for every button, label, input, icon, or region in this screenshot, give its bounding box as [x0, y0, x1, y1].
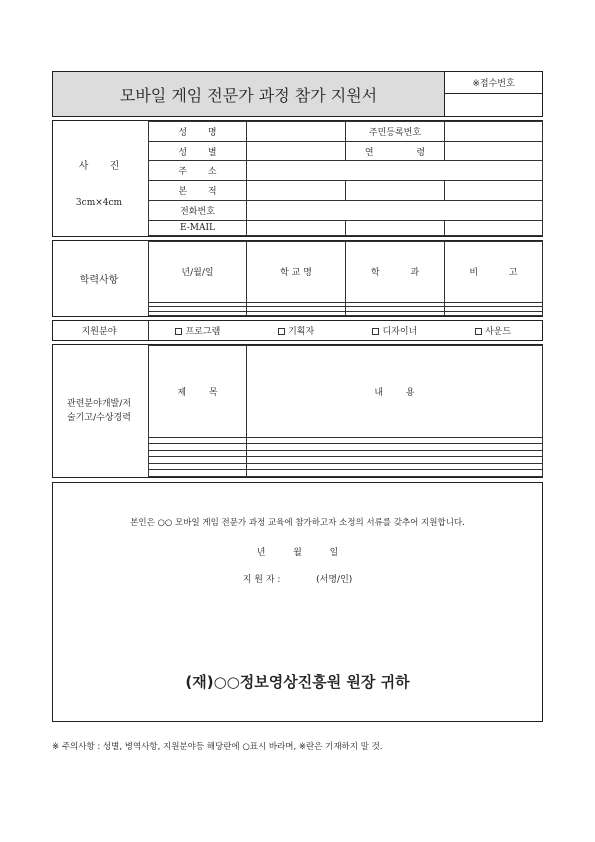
form-title: 모바일 게임 전문가 과정 참가 지원서	[53, 72, 445, 116]
table-cell[interactable]	[149, 470, 247, 477]
resident-number-label: 주민등록번호	[346, 122, 445, 142]
date-year-label: 년	[256, 548, 266, 558]
photo-size-label: 3cm×4cm	[75, 198, 123, 208]
signature-label: (서명/인)	[316, 575, 353, 585]
domicile-label: 본 적	[149, 181, 247, 201]
phone-label: 전화번호	[149, 200, 247, 220]
name-field[interactable]	[247, 122, 346, 142]
photo-area[interactable]	[53, 121, 145, 236]
education-section	[52, 240, 543, 317]
career-label-line1: 관련분야개발/저	[67, 399, 131, 409]
applicant-signature-line	[53, 572, 542, 585]
age-label: 연 령	[346, 141, 445, 161]
receipt-number-label: ※접수번호	[445, 72, 542, 94]
career-label-line2: 술기고/수상경력	[67, 413, 131, 423]
table-cell[interactable]	[149, 311, 247, 315]
photo-label: 사 진	[78, 161, 120, 172]
table-cell[interactable]	[445, 311, 543, 315]
name-label: 성 명	[149, 122, 247, 142]
education-header-date: 년/월/일	[149, 242, 247, 303]
table-cell[interactable]	[247, 470, 543, 477]
domicile-extra-field-2[interactable]	[445, 181, 543, 201]
age-field[interactable]	[445, 141, 543, 161]
address-field[interactable]	[247, 161, 543, 181]
email-extra-field[interactable]	[346, 220, 445, 235]
footnote: ※ 주의사항 : 성별, 병역사항, 지원분야등 해당란에 ○표시 바라며, ※란은 기재하지 말 것.	[52, 742, 383, 752]
education-header-note: 비 고	[445, 242, 543, 303]
email-extra-field-2[interactable]	[445, 220, 543, 235]
header-box	[52, 71, 543, 117]
phone-field[interactable]	[247, 200, 543, 220]
email-label: E-MAIL	[149, 220, 247, 235]
education-header-school: 학 교 명	[247, 242, 346, 303]
career-section	[52, 344, 543, 478]
gender-field[interactable]	[247, 141, 346, 161]
field-option-sound[interactable]: 사운드	[444, 324, 542, 337]
date-day-label: 일	[329, 548, 339, 558]
declaration-section	[52, 482, 543, 722]
checkbox-icon[interactable]	[372, 328, 379, 335]
education-table	[148, 241, 542, 316]
personal-info-section	[52, 120, 543, 237]
field-section	[52, 320, 543, 341]
education-label: 학력사항	[79, 275, 119, 286]
declaration-statement: 본인은 ○○ 모바일 게임 전문가 과정 교육에 참가하고자 소정의 서류를 갖추어 지원합니다.	[130, 518, 465, 528]
domicile-field[interactable]	[247, 181, 346, 201]
checkbox-icon[interactable]	[278, 328, 285, 335]
career-header-title: 제 목	[149, 346, 247, 438]
table-cell[interactable]	[346, 311, 445, 315]
date-month-label: 월	[293, 548, 302, 558]
field-option-program[interactable]: 프로그램	[149, 324, 247, 337]
domicile-extra-field[interactable]	[346, 181, 445, 201]
gender-label: 성 별	[149, 141, 247, 161]
checkbox-icon[interactable]	[175, 328, 182, 335]
field-label: 지원분야	[81, 327, 117, 337]
table-cell[interactable]	[247, 311, 346, 315]
applicant-label: 지 원 자 :	[242, 575, 281, 585]
personal-info-table	[148, 121, 542, 236]
email-field[interactable]	[247, 220, 346, 235]
career-header-content: 내 용	[247, 346, 543, 438]
field-option-planner[interactable]: 기획자	[247, 324, 346, 337]
checkbox-icon[interactable]	[475, 328, 482, 335]
declaration-date	[53, 545, 542, 558]
recipient-line: (재)○○정보영상진흥원 원장 귀하	[185, 673, 410, 691]
career-label	[53, 345, 145, 477]
career-table	[148, 345, 542, 477]
resident-number-field[interactable]	[445, 122, 543, 142]
field-option-designer[interactable]: 디자이너	[346, 324, 445, 337]
field-options	[148, 321, 542, 340]
receipt-number-field[interactable]	[445, 94, 542, 116]
education-header-major: 학 과	[346, 242, 445, 303]
address-label: 주 소	[149, 161, 247, 181]
